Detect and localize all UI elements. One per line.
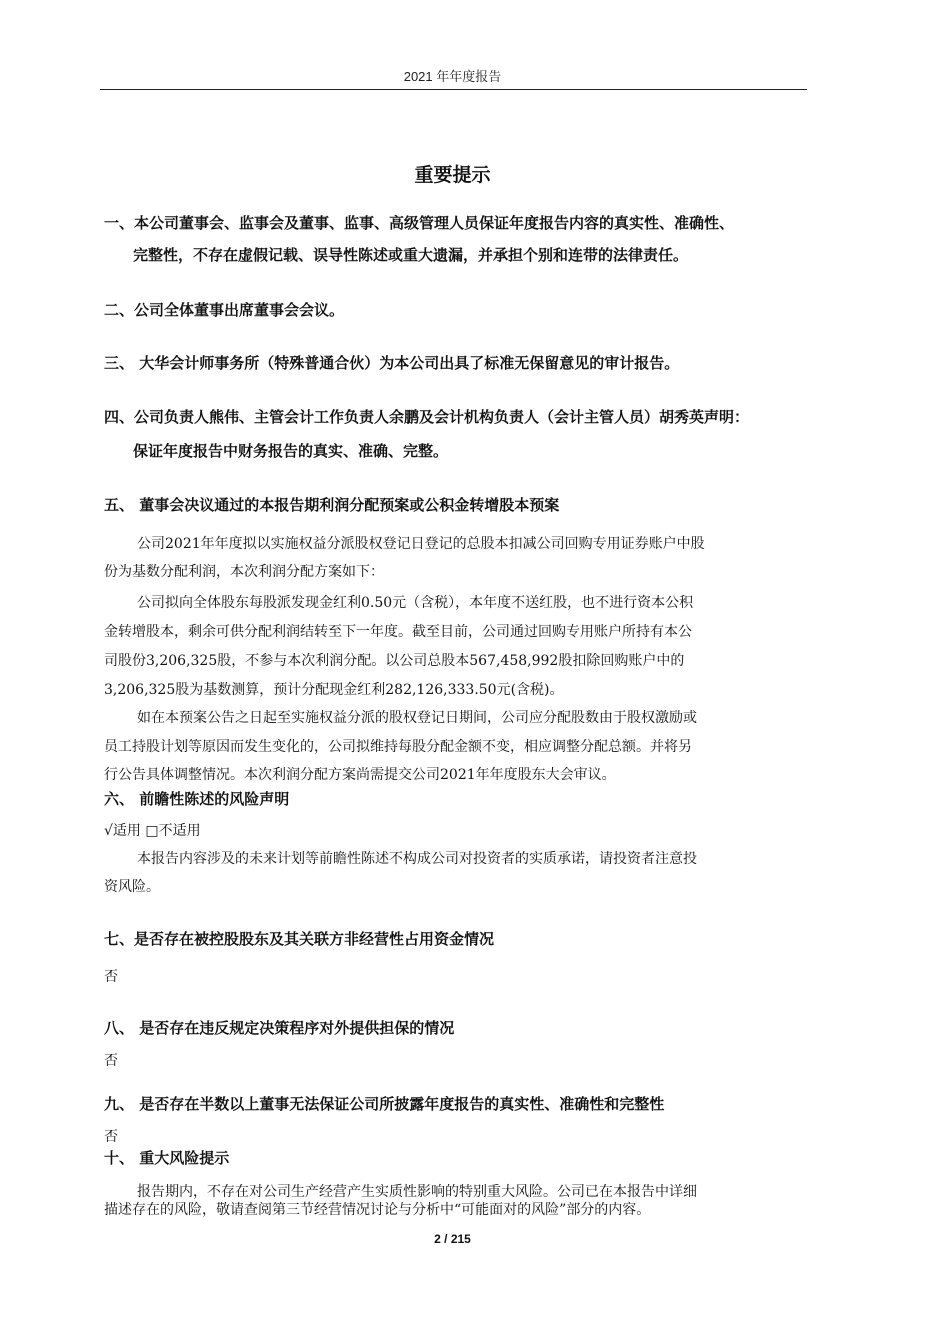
section-8-heading: 八、 是否存在违反规定决策程序对外提供担保的情况 bbox=[104, 1019, 455, 1037]
running-header: 2021 年年度报告 bbox=[403, 69, 502, 84]
section-7-answer: 否 bbox=[104, 969, 118, 985]
s10-p-line-1: 报告期内，不存在对公司生产经营产生实质性影响的特别重大风险。公司已在本报告中详细 bbox=[137, 1184, 697, 1200]
section-9-answer: 否 bbox=[104, 1129, 118, 1145]
s6-p-line-2: 资风险。 bbox=[104, 879, 160, 895]
s5-p3-line-2: 员工持股计划等原因而发生变化的，公司拟维持每股分配金额不变，相应调整分配总额。并将另 bbox=[104, 739, 692, 755]
applicability-options: √适用 □不适用 bbox=[104, 823, 201, 839]
s5-p3-line-1: 如在本预案公告之日起至实施权益分派的股权登记日期间，公司应分配股数由于股权激励或 bbox=[137, 710, 697, 726]
section-1-line-1: 一、本公司董事会、监事会及董事、监事、高级管理人员保证年度报告内容的真实性、准确性、 bbox=[104, 214, 735, 232]
page-number: 2 / 215 bbox=[434, 1232, 471, 1246]
s5-p2-line-3: 司股份3,206,325股，不参与本次利润分配。以公司总股本567,458,992股扣除回购账户中的 bbox=[104, 653, 685, 669]
section-3: 三、 大华会计师事务所（特殊普通合伙）为本公司出具了标准无保留意见的审计报告。 bbox=[104, 354, 680, 372]
section-6-heading: 六、 前瞻性陈述的风险声明 bbox=[104, 790, 290, 808]
section-8-answer: 否 bbox=[104, 1053, 118, 1069]
s5-p1-line-2: 份为基数分配利润，本次利润分配方案如下： bbox=[104, 564, 384, 580]
s5-p2-line-4: 3,206,325股为基数测算，预计分配现金红利282,126,333.50元(含税)。 bbox=[104, 682, 564, 698]
s6-p-line-1: 本报告内容涉及的未来计划等前瞻性陈述不构成公司对投资者的实质承诺，请投资者注意投 bbox=[137, 851, 697, 867]
page-title: 重要提示 bbox=[414, 164, 491, 186]
section-4-line-1: 四、公司负责人熊伟、主管会计工作负责人余鹏及会计机构负责人（会计主管人员）胡秀英声明： bbox=[104, 408, 750, 426]
section-4-line-2: 保证年度报告中财务报告的真实、准确、完整。 bbox=[133, 442, 449, 460]
section-1-line-2: 完整性，不存在虚假记载、误导性陈述或重大遗漏，并承担个别和连带的法律责任。 bbox=[133, 246, 689, 264]
section-5-heading: 五、 董事会决议通过的本报告期利润分配预案或公积金转增股本预案 bbox=[104, 496, 560, 514]
s5-p2-line-1: 公司拟向全体股东每股派发现金红利0.50元（含税），本年度不送红股，也不进行资本公积 bbox=[137, 595, 694, 611]
section-2: 二、公司全体董事出席董事会会议。 bbox=[104, 301, 345, 319]
s5-p3-line-3: 行公告具体调整情况。本次利润分配方案尚需提交公司2021年年度股东大会审议。 bbox=[104, 767, 616, 783]
section-9-heading: 九、 是否存在半数以上董事无法保证公司所披露年度报告的真实性、准确性和完整性 bbox=[104, 1095, 665, 1113]
s5-p1-line-1: 公司2021年年度拟以实施权益分派股权登记日登记的总股本扣减公司回购专用证券账户中股 bbox=[137, 536, 705, 552]
s5-p2-line-2: 金转增股本，剩余可供分配利润结转至下一年度。截至目前，公司通过回购专用账户所持有本公 bbox=[104, 624, 692, 640]
section-10-heading: 十、 重大风险提示 bbox=[104, 1149, 230, 1167]
s10-p-line-2: 描述存在的风险，敬请查阅第三节经营情况讨论与分析中“可能面对的风险”部分的内容。 bbox=[104, 1202, 651, 1218]
header-rule bbox=[100, 89, 807, 90]
section-7-heading: 七、是否存在被控股股东及其关联方非经营性占用资金情况 bbox=[104, 930, 495, 948]
